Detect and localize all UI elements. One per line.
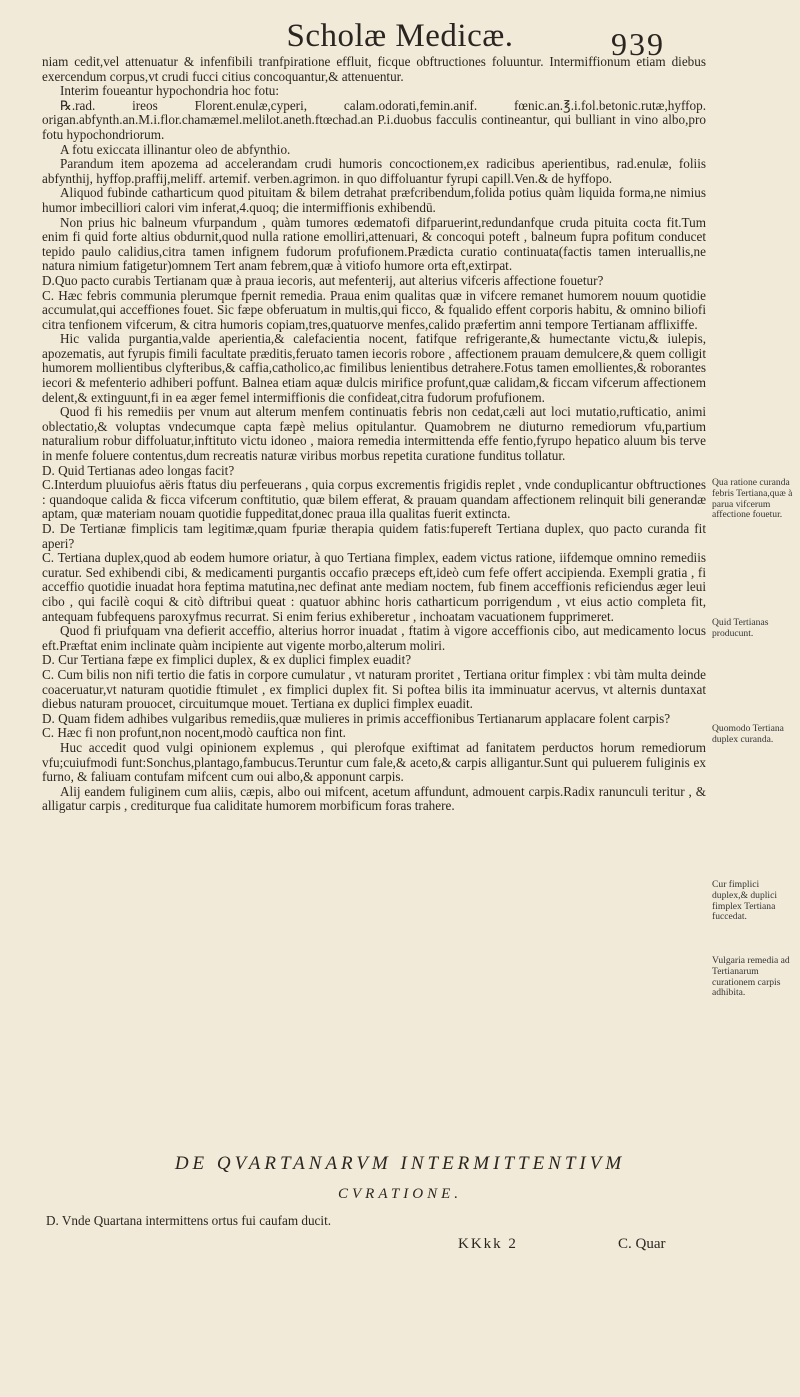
paragraph: niam cedit,vel attenuatur & infenfibili tranfpiratione effluit, ficque obftructiones foluuntur. Intermiffionum etiam diebus exercendum corpus,vt crudi fucci citius concoquantur,& attenuentur. (42, 54, 706, 84)
question-paragraph: D. Quam fidem adhibes vulgaribus remediis,quæ mulieres in primis acceffionibus Tertianarum applacare folent carpis? (42, 710, 671, 726)
paragraph: Alij eandem fuliginem cum aliis, cæpis, albo oui mifcent, acetum affundunt, admouent carpis.Radix ranunculi teritur , & alligatur carpis , crediturque fua caliditate humorem morbificum foras trahere. (42, 783, 706, 814)
question-paragraph: D. Cur Tertiana fæpe ex fimplici duplex, & ex duplici fimplex euadit? (42, 652, 412, 668)
answer-paragraph: C. Hæc fi non profunt,non nocent,modò cauftica non fint. (42, 725, 346, 741)
margin-note: Vulgaria remedia ad Tertianarum curationem carpis adhibita. (712, 955, 790, 999)
signature-mark: KKkk 2 (458, 1236, 518, 1252)
question-paragraph: D. Quid Tertianas adeo longas facit? (42, 462, 235, 478)
paragraph: Quod fi his remediis per vnum aut alterum menfem continuatis febris non cedat,cæli aut loci mutatio,rufticatio, animi oblectatio,& voluptas vndecumque capta fæpè melius opitulantur. Quamobrem ne diuturno remediorum vfu,partium naturalium robur diffoluatur,inftituto victu idoneo , maiora remedia intermittenda effe fentio,fyrupo hepatico aluum bis terve in menfe foluere contentus,dum recreatis naturæ viribus morbus repetita curatione funditus tollatur. (42, 404, 706, 464)
running-title: Scholæ Medicæ. (286, 18, 514, 54)
answer-paragraph: C. Tertiana duplex,quod ab eodem humore oriatur, à quo Tertiana fimplex, eadem victus ratione, iifdemque omnino remediis curatur. Sed exhibendi cibi, & medicamenti purgantis occafio præceps eft,ideò cum fefe offert accipienda. Exempli gratia , fi acceffio quotidie inuadat hora feptima matutina,nec definat ante mediam noctem, fub finem acceffionis reficiendus æger leui cibo , qui facilè coqui & citò diftribui queat : quatuor abhinc horis catharticum porrigendum , vt eius actio completa fit, antequam fubfequens paroxyfmus recurrat. Si enim ferius exhiberetur , inchoatam vacuationem fupprimeret. (42, 550, 706, 624)
recipe-paragraph: ℞.rad. ireos Florent.enulæ,cyperi, calam.odorati,femin.anif. fœnic.an.℥.i.fol.betonic.rutæ,hyffop. origan.abfynth.an.M.i.flor.chamæmel.melilot.aneth.ftœchad.an P.i.duobus facculis contineantur, qui bulliant in vino albo,pro fotu hypochondriorum. (42, 97, 706, 142)
main-text (42, 55, 706, 814)
question-paragraph: D. De Tertianæ fimplicis tam legitimæ,quam fpuriæ therapia quidem fatis:fupereft Tertiana duplex, quo pacto curanda fit aperi? (42, 521, 706, 551)
paragraph: Hic valida purgantia,valde aperientia,& calefacientia nocent, fatifque refrigerante,& humectante victu,& iulepis, apozematis, aut fyrupis fimili facultate præditis,feruato tamen iecoris robore , affectionem prauam demulcere,& quem colligit humorem mollientibus clyfteribus,& caffia,catholico,ac fimilibus lenientibus detrahere.Fotus tamen emollientes,& roborantes iecori & mefenterio adhiberi poffunt. Balnea etiam aquæ dulcis mirifice profunt,quæ calidam,& ficcam vifcerum affectionem delent,& extinguunt,fi in ea æger femel intermiffionis die confideat,citra fudorum profufionem. (42, 331, 706, 405)
answer-paragraph: C. Cum bilis non nifi tertio die fatis in corpore cumulatur , vt naturam proritet , Tertiana oritur fimplex : vbi tàm multa deinde coaceruatur,vt naturam quotidie ftimulet , ex fimplici duplex fit. Si poftea bilis ita imminuatur acervus, vt alternis duntaxat diebus naturam prouocet, circuitumque mouet. Tertiana ex duplici fimplex euadit. (42, 666, 706, 712)
answer-paragraph: C. Hæc febris communia plerumque fpernit remedia. Praua enim qualitas quæ in vifcere remanet humorem nouum quotidie accumulat,qui acceffiones fouet. Sic fæpe obferuatum in multis,qui ficco, & fqualido effent corporis habitu, & omnino biliofi citra tenfionem vifcerum, & citra humoris copiam,tres,quatuorve menfes,calido præfertim anni tempore Tertianam afflixiffe. (42, 287, 706, 332)
paragraph: Non prius hic balneum vfurpandum , quàm tumores œdematofi difparuerint,redundanfque cruda pituita cocta fit.Tum enim fi quid forte altius obdurnit,quod nulla ratione emolliri,attenuari, & concoqui poteft , balneum fupra pofitum conducet tepido paulo calidius,citra tamen infignem fudorum profufionem.Prædicta curatio continuata(factis tamen interuallis,ne natura nimium fatigetur)omnem Tert anam febrem,quæ à vitiofo humore orta eft,extirpat. (42, 214, 706, 274)
section-title: DE QVARTANARVM INTERMITTENTIVM (174, 1153, 626, 1174)
answer-paragraph: C.Interdum pluuiofus aëris ftatus diu perfeuerans , quia corpus excrementis frigidis replet , vnde conduplicantur obftructiones : quandoque calida & ficca vifcerum conftitutio, quæ bilem efferat, & prauam quandam affectionem relinquit bili generandæ aptam, quæ materiam nouam quotidie fuppeditat,donec praua illa qualitas fuerit extincta. (42, 477, 706, 522)
paragraph: A fotu exiccata illinantur oleo de abfynthio. (60, 141, 291, 157)
page-number: 939 (611, 26, 665, 62)
margin-note: Quid Tertianas producunt. (712, 617, 769, 639)
margin-note: Qua ratione curanda febris Tertiana,quæ à parua vifcerum affectione fouetur. (712, 477, 793, 521)
margin-note: Cur fimplici duplex,& duplici fimplex Tertiana fuccedat. (712, 879, 778, 923)
paragraph: Quod fi priufquam vna defierit acceffio, alterius horror inuadat , ftatim à vigore acceffionis cibo, aut medicamento locus eft.Præftat enim inclinate quàm incipiente aut vigente morbo,alterum moliri. (42, 623, 706, 653)
catchword: C. Quar (618, 1236, 666, 1252)
margin-note: Quomodo Tertiana duplex curanda. (712, 723, 784, 745)
question-line: D. Vnde Quartana intermittens ortus fui caufam ducit. (46, 1213, 332, 1228)
paragraph: Interim foueantur hypochondria hoc fotu: (60, 83, 279, 99)
page-footer (0, 1236, 800, 1260)
paragraph: Aliquod fubinde catharticum quod pituitam & bilem detrahat præfcribendum,folida potius quàm liquida forma,ne nimius humor imbecilliori calori vim inferat,4.quoq; die intermiffionis exhibendū. (42, 185, 706, 215)
paragraph: Parandum item apozema ad accelerandam crudi humoris concoctionem,ex radicibus aperientibus, rad.enulæ, foliis abfynthij, hyffop.praffij,meliff. artemif. verben.agrimon. in quo diffoluantur fyrupi capill.Ven.& de hyffopo. (42, 156, 706, 186)
section-subtitle: CVRATIONE. (337, 1186, 463, 1202)
question-paragraph: D.Quo pacto curabis Tertianam quæ à praua iecoris, aut mefenterij, aut alterius vifceris affectione fouetur? (42, 272, 604, 288)
paragraph: Huc accedit quod vulgi opinionem explemus , qui plerofque exiftimat ad fanitatem perductos horum remediorum vfu;cuiufmodi funt:Sonchus,plantago,fambucus.Teruntur cum fale,& aceto,& carpis alligantur.Sunt qui puluerem fuliginis ex furno, & faliuam contufam mifcent cum oui albo,& apponunt carpis. (42, 739, 706, 785)
